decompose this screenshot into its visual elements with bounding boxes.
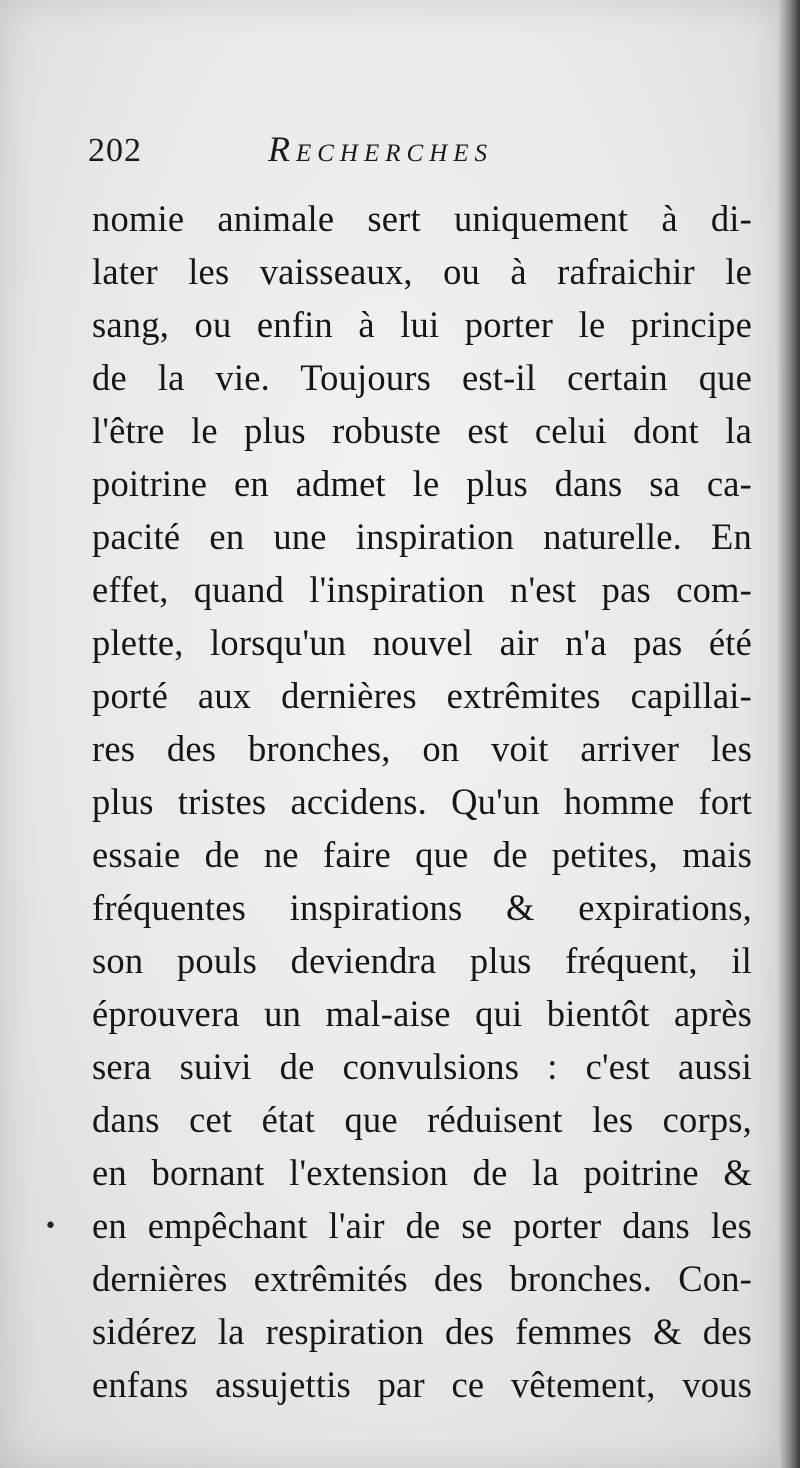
running-title: Recherches: [268, 129, 494, 169]
text-line: enfans assujettis par ce vêtement, vous: [92, 1364, 752, 1405]
text-line: nomie animale sert uniquement à di-: [92, 198, 752, 239]
text-line: en empêchant l'air de se porter dans les: [92, 1205, 752, 1246]
text-line: l'être le plus robuste est celui dont la: [92, 410, 752, 451]
text-line: son pouls deviendra plus fréquent, il: [92, 940, 752, 981]
text-line: dernières extrêmités des bronches. Con-: [92, 1258, 752, 1299]
body-text: [92, 192, 752, 1411]
text-line: porté aux dernières extrêmites capillai-: [92, 675, 752, 716]
page-number: 202: [88, 132, 142, 169]
text-line: sera suivi de convulsions : c'est aussi: [92, 1046, 752, 1087]
text-line: essaie de ne faire que de petites, mais: [92, 834, 752, 875]
page-edge: [778, 0, 800, 1468]
text-line: éprouvera un mal-aise qui bientôt après: [92, 993, 752, 1034]
text-line: sang, ou enfin à lui porter le principe: [92, 304, 752, 345]
text-line: de la vie. Toujours est-il certain que: [92, 357, 752, 398]
text-line: plus tristes accidens. Qu'un homme fort: [92, 781, 752, 822]
text-line: poitrine en admet le plus dans sa ca-: [92, 463, 752, 504]
text-line: plette, lorsqu'un nouvel air n'a pas été: [92, 622, 752, 663]
text-line: later les vaisseaux, ou à rafraichir le: [92, 251, 752, 292]
text-line: en bornant l'extension de la poitrine &: [92, 1152, 752, 1193]
text-line: sidérez la respiration des femmes & des: [92, 1311, 752, 1352]
text-line: pacité en une inspiration naturelle. En: [92, 516, 752, 557]
text-line: res des bronches, on voit arriver les: [92, 728, 752, 769]
text-line: effet, quand l'inspiration n'est pas com-: [92, 569, 752, 610]
text-line: dans cet état que réduisent les corps,: [92, 1099, 752, 1140]
margin-mark: •: [44, 1214, 57, 1239]
text-line: fréquentes inspirations & expirations,: [92, 887, 752, 928]
page-header: [88, 128, 718, 178]
